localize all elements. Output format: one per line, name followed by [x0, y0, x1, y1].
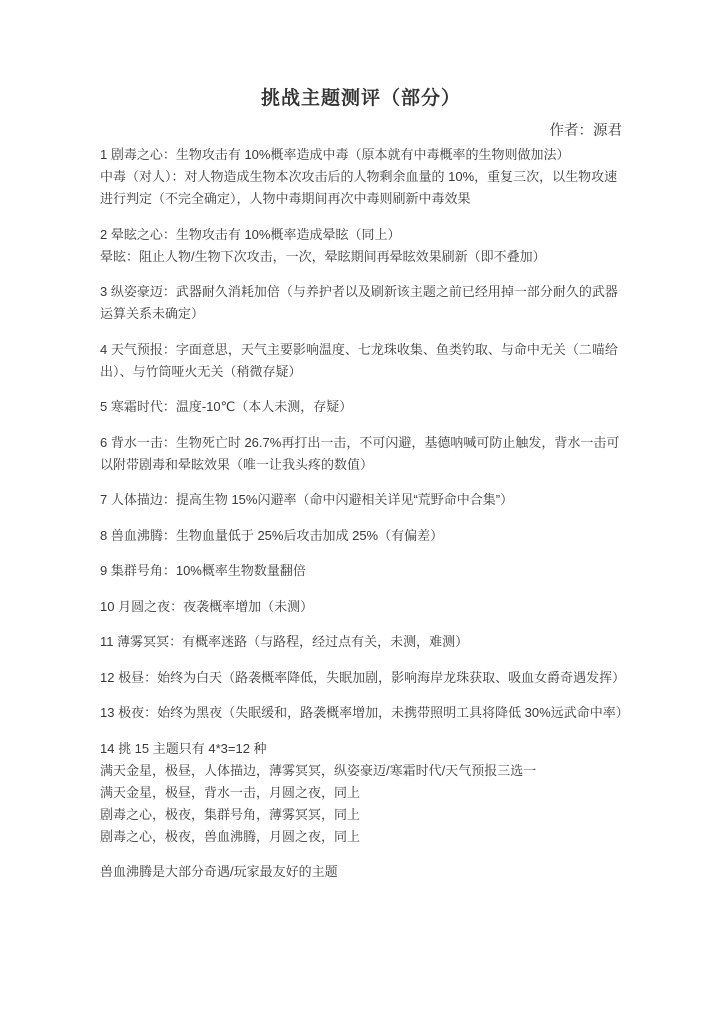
- doc-line: 进行判定（不完全确定），人物中毒期间再次中毒则刷新中毒效果: [100, 191, 471, 206]
- paragraph-item-1: [100, 144, 622, 210]
- doc-line: 9 集群号角：10%概率生物数量翻倍: [100, 563, 306, 578]
- author-line: 作者：源君: [549, 123, 622, 139]
- doc-line: 满天金星，极昼，人体描边，薄雾冥冥，纵姿豪迈/寒霜时代/天气预报三选一: [100, 762, 537, 778]
- doc-line: 出）、与竹筒哑火无关（稍微存疑）: [100, 363, 302, 379]
- paragraph-item-3: [100, 281, 622, 325]
- doc-line: 2 晕眩之心：生物攻击有 10%概率造成晕眩（同上）: [100, 226, 401, 242]
- doc-line: 4 天气预报：字面意思，天气主要影响温度、七龙珠收集、鱼类钓取、与命中无关（二喵给: [100, 341, 618, 357]
- doc-line: 11 薄雾冥冥：有概率迷路（与路程，经过点有关，未测，难测）: [100, 634, 469, 649]
- page-title: 挑战主题测评（部分）: [260, 88, 461, 109]
- doc-line: 7 人体描边：提高生物 15%闪避率（命中闪避相关详见“荒野命中合集”）: [100, 492, 514, 507]
- doc-line: 5 寒霜时代：温度-10℃（本人未测，存疑）: [100, 399, 353, 414]
- doc-line: 12 极昼：始终为白天（路袭概率降低，失眠加剧，影响海岸龙珠获取、吸血女爵奇遇发挥）: [100, 669, 626, 685]
- doc-line: 晕眩：阻止人物/生物下次攻击，一次，晕眩期间再晕眩效果刷新（即不叠加）: [100, 248, 546, 264]
- doc-line: 满天金星，极昼，背水一击，月圆之夜，同上: [100, 784, 361, 800]
- paragraph-item-4: [100, 339, 622, 383]
- doc-line: 中毒（对人）：对人物造成生物本次攻击后的人物剩余血量的 10%，重复三次，以生物攻速: [100, 169, 618, 184]
- paragraph-item-13: [100, 702, 629, 724]
- doc-line: 兽血沸腾是大部分奇遇/玩家最友好的主题: [100, 864, 338, 879]
- doc-line: 13 极夜：始终为黑夜（失眠缓和，路袭概率增加，未携带照明工具将降低 30%远武命中率）: [100, 705, 629, 720]
- doc-line: 以附带剧毒和晕眩效果（唯一让我头疼的数值）: [100, 456, 374, 472]
- paragraph-item-12: [100, 667, 626, 689]
- paragraph-item-9: [100, 560, 622, 582]
- paragraph-item-5: [100, 396, 622, 418]
- paragraph-item-8: [100, 525, 622, 547]
- paragraph-item-2: [100, 224, 622, 268]
- paragraph-item-11: [100, 631, 622, 653]
- doc-line: 10 月圆之夜：夜袭概率增加（未测）: [100, 598, 314, 614]
- doc-line: 6 背水一击：生物死亡时 26.7%再打出一击，不可闪避，基德呐喊可防止触发，背水一击可: [100, 434, 620, 450]
- paragraph-item-14: [100, 738, 622, 848]
- doc-line: 剧毒之心，极夜，集群号角，薄雾冥冥，同上: [100, 806, 361, 822]
- document-body: [100, 144, 629, 883]
- document-page: [100, 86, 629, 897]
- paragraph-closing-note: [100, 861, 622, 883]
- paragraph-item-7: [100, 489, 622, 511]
- paragraph-item-6: [100, 432, 622, 476]
- doc-line: 1 剧毒之心：生物攻击有 10%概率造成中毒（原本就有中毒概率的生物则做加法）: [100, 147, 570, 162]
- doc-line: 剧毒之心，极夜，兽血沸腾，月圆之夜，同上: [100, 828, 361, 844]
- doc-line: 8 兽血沸腾：生物血量低于 25%后攻击加成 25%（有偏差）: [100, 527, 444, 543]
- doc-line: 14 挑 15 主题只有 4*3=12 种: [100, 740, 267, 756]
- doc-line: 运算关系未确定）: [100, 306, 205, 321]
- paragraph-item-10: [100, 596, 622, 618]
- doc-line: 3 纵姿豪迈：武器耐久消耗加倍（与养护者以及刷新该主题之前已经用掉一部分耐久的武器: [100, 284, 618, 299]
